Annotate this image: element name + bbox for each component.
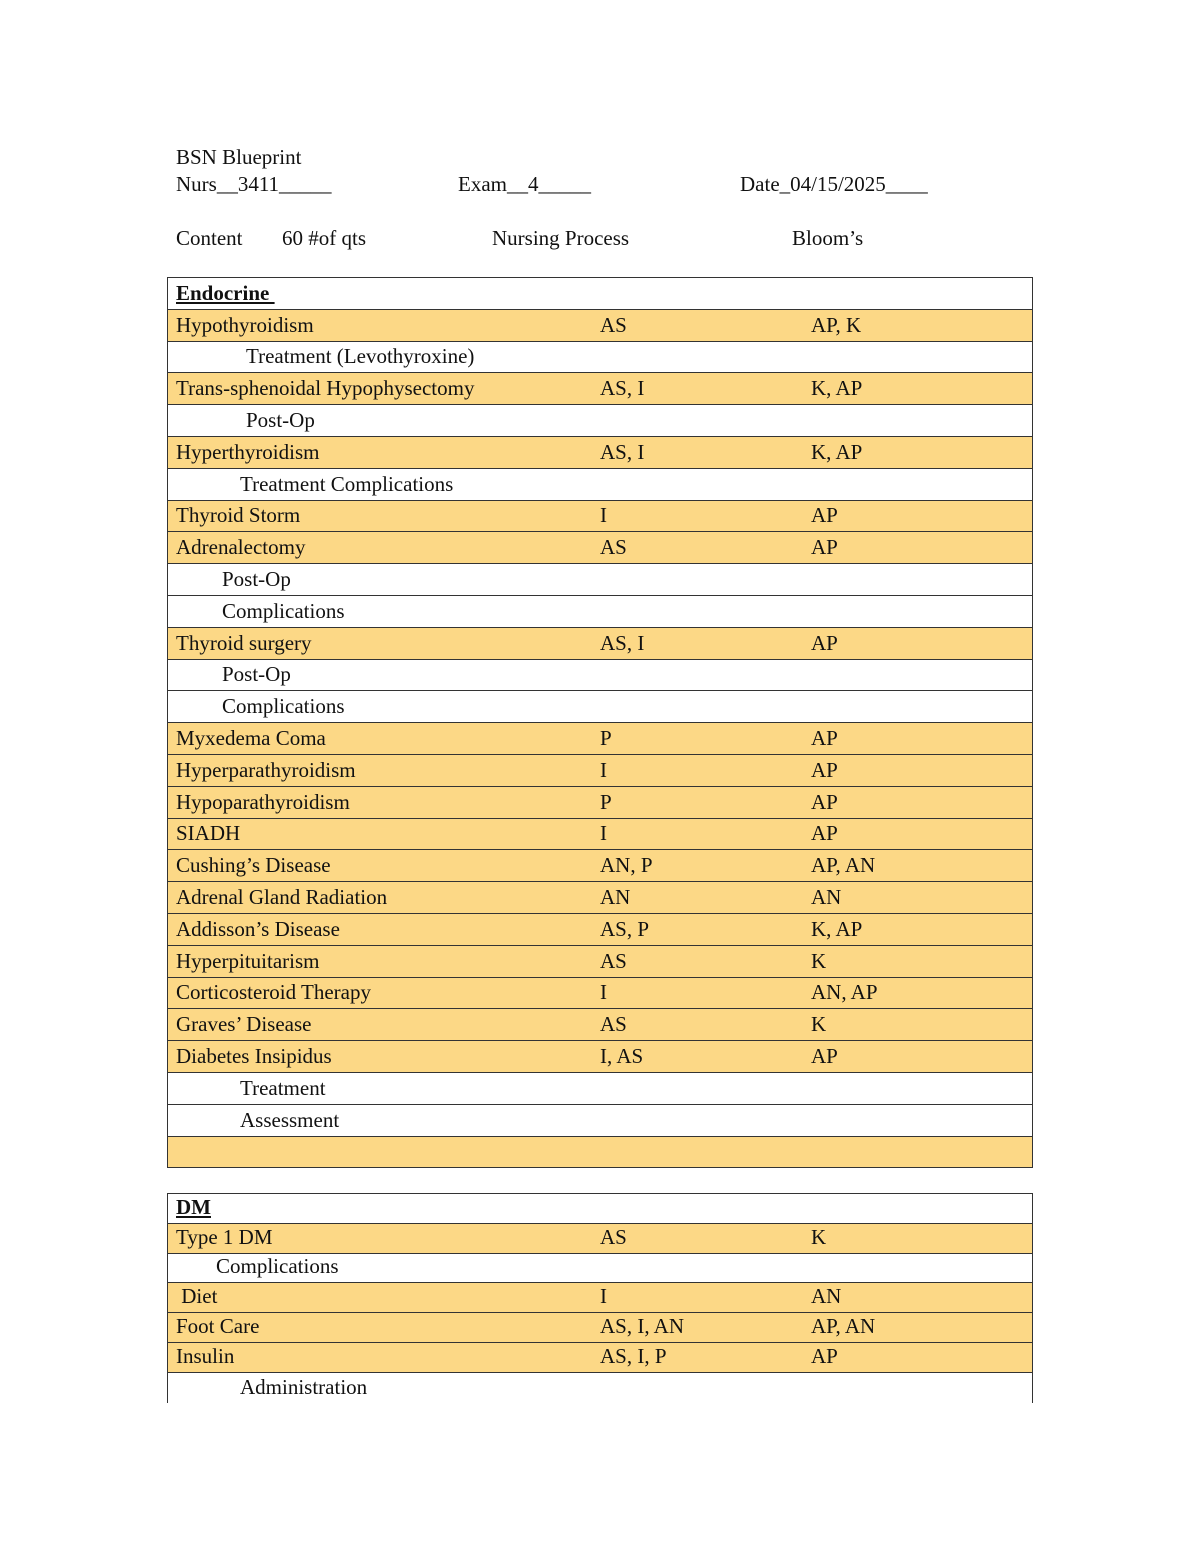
column-heading-content: Content bbox=[176, 226, 243, 250]
topic-cell: Hyperparathyroidism bbox=[176, 757, 356, 782]
blooms-cell: AN, AP bbox=[811, 980, 878, 1005]
table-row bbox=[168, 1283, 1032, 1313]
nursing-process-cell: I bbox=[600, 980, 607, 1005]
topic-cell: Administration bbox=[240, 1374, 368, 1399]
table-row bbox=[168, 437, 1032, 469]
topic-cell: Trans-sphenoidal Hypophysectomy bbox=[176, 376, 475, 401]
blooms-cell: AP bbox=[811, 1343, 838, 1368]
table-row bbox=[168, 1313, 1032, 1343]
blooms-cell: K bbox=[811, 1012, 827, 1037]
table-subrow bbox=[168, 469, 1032, 501]
blooms-cell: AP bbox=[811, 821, 838, 846]
table-subrow bbox=[168, 1373, 1032, 1403]
topic-cell: SIADH bbox=[176, 821, 241, 846]
nursing-process-cell: AS bbox=[600, 535, 627, 560]
blooms-cell: K bbox=[811, 948, 827, 973]
blooms-cell: AP bbox=[811, 725, 838, 750]
dm-table bbox=[167, 1193, 1033, 1403]
course-field: Nurs__3411_____ bbox=[176, 172, 332, 196]
nursing-process-cell: I bbox=[600, 821, 607, 846]
nursing-process-cell: AS bbox=[600, 948, 627, 973]
blooms-cell: AP bbox=[811, 503, 838, 528]
nursing-process-cell: I, AS bbox=[600, 1043, 644, 1068]
blooms-cell: K, AP bbox=[811, 916, 863, 941]
topic-cell: Complications bbox=[222, 694, 345, 719]
document-title: BSN Blueprint bbox=[176, 145, 302, 169]
nursing-process-cell: AS bbox=[600, 1012, 627, 1037]
topic-cell: Diabetes Insipidus bbox=[176, 1043, 332, 1068]
topic-cell: Hyperthyroidism bbox=[176, 439, 320, 464]
table-row bbox=[168, 978, 1032, 1010]
nursing-process-cell: AS, P bbox=[600, 916, 650, 941]
topic-cell: Thyroid surgery bbox=[176, 630, 312, 655]
column-heading-blooms: Bloom’s bbox=[792, 226, 864, 250]
topic-cell: Addisson’s Disease bbox=[176, 916, 340, 941]
topic-cell: Treatment Complications bbox=[240, 471, 454, 496]
nursing-process-cell: AS, I bbox=[600, 630, 645, 655]
topic-cell: Treatment (Levothyroxine) bbox=[246, 344, 475, 369]
topic-cell: Post-Op bbox=[222, 662, 291, 687]
blooms-cell: AP bbox=[811, 535, 838, 560]
table-row bbox=[168, 882, 1032, 914]
topic-cell: Post-Op bbox=[222, 566, 291, 591]
table-row bbox=[168, 819, 1032, 851]
topic-cell: Insulin bbox=[176, 1343, 235, 1368]
table-row bbox=[168, 628, 1032, 660]
table-subrow bbox=[168, 691, 1032, 723]
nursing-process-cell: AN, P bbox=[600, 853, 653, 878]
section-heading-row bbox=[168, 1194, 1032, 1224]
blooms-cell: AP bbox=[811, 789, 838, 814]
table-subrow bbox=[168, 405, 1032, 437]
table-row bbox=[168, 1224, 1032, 1254]
section-heading: Endocrine bbox=[176, 280, 275, 305]
table-subrow bbox=[168, 1105, 1032, 1137]
nursing-process-cell: I bbox=[600, 503, 607, 528]
table-row bbox=[168, 723, 1032, 755]
blooms-cell: AP bbox=[811, 757, 838, 782]
table-subrow bbox=[168, 1073, 1032, 1105]
table-row bbox=[168, 1343, 1032, 1373]
nursing-process-cell: P bbox=[600, 725, 612, 750]
nursing-process-cell: I bbox=[600, 757, 607, 782]
table-row bbox=[168, 914, 1032, 946]
topic-cell: Cushing’s Disease bbox=[176, 853, 331, 878]
blooms-cell: AP, AN bbox=[811, 1313, 876, 1338]
topic-cell: Graves’ Disease bbox=[176, 1012, 312, 1037]
topic-cell: Treatment bbox=[240, 1075, 326, 1100]
topic-cell: Post-Op bbox=[246, 407, 315, 432]
topic-cell: Assessment bbox=[240, 1107, 340, 1132]
section-heading: DM bbox=[176, 1194, 211, 1219]
nursing-process-cell: P bbox=[600, 789, 612, 814]
nursing-process-cell: AS bbox=[600, 312, 627, 337]
table-subrow bbox=[168, 342, 1032, 374]
topic-cell: Diet bbox=[176, 1284, 218, 1309]
table-subrow bbox=[168, 1254, 1032, 1284]
table-row bbox=[168, 1137, 1032, 1169]
blooms-cell: AP, K bbox=[811, 312, 862, 337]
nursing-process-cell: AS, I, P bbox=[600, 1343, 667, 1368]
table-row bbox=[168, 1009, 1032, 1041]
blooms-cell: AN bbox=[811, 884, 842, 909]
table-row bbox=[168, 1041, 1032, 1073]
table-row bbox=[168, 850, 1032, 882]
topic-cell: Hyperpituitarism bbox=[176, 948, 320, 973]
blooms-cell: AP bbox=[811, 1043, 838, 1068]
nursing-process-cell: I bbox=[600, 1284, 607, 1309]
topic-cell: Adrenal Gland Radiation bbox=[176, 884, 388, 909]
nursing-process-cell: AS bbox=[600, 1224, 627, 1249]
blooms-cell: AN bbox=[811, 1284, 842, 1309]
table-row bbox=[168, 787, 1032, 819]
table-row bbox=[168, 532, 1032, 564]
table-row bbox=[168, 373, 1032, 405]
blooms-cell: K, AP bbox=[811, 376, 863, 401]
blooms-cell: K, AP bbox=[811, 439, 863, 464]
topic-cell: Complications bbox=[216, 1254, 339, 1279]
blooms-cell: AP, AN bbox=[811, 853, 876, 878]
column-heading-nursing-process: Nursing Process bbox=[492, 226, 630, 250]
topic-cell: Foot Care bbox=[176, 1313, 260, 1338]
topic-cell: Corticosteroid Therapy bbox=[176, 980, 371, 1005]
nursing-process-cell: AS, I bbox=[600, 376, 645, 401]
topic-cell: Hypoparathyroidism bbox=[176, 789, 350, 814]
topic-cell: Myxedema Coma bbox=[176, 725, 326, 750]
table-row bbox=[168, 946, 1032, 978]
blooms-cell: AP bbox=[811, 630, 838, 655]
nursing-process-cell: AS, I bbox=[600, 439, 645, 464]
nursing-process-cell: AS, I, AN bbox=[600, 1313, 685, 1338]
topic-cell: Adrenalectomy bbox=[176, 535, 306, 560]
column-heading-question-count: 60 #of qts bbox=[282, 226, 366, 250]
nursing-process-cell: AN bbox=[600, 884, 631, 909]
topic-cell: Thyroid Storm bbox=[176, 503, 301, 528]
topic-cell: Type 1 DM bbox=[176, 1224, 273, 1249]
blooms-cell: K bbox=[811, 1224, 827, 1249]
topic-cell: Complications bbox=[222, 598, 345, 623]
table-subrow bbox=[168, 660, 1032, 692]
section-heading-row bbox=[168, 278, 1032, 310]
table-subrow bbox=[168, 596, 1032, 628]
exam-field: Exam__4_____ bbox=[458, 172, 591, 196]
table-row bbox=[168, 755, 1032, 787]
table-row bbox=[168, 501, 1032, 533]
topic-cell: Hypothyroidism bbox=[176, 312, 314, 337]
table-row bbox=[168, 310, 1032, 342]
table-subrow bbox=[168, 564, 1032, 596]
date-field: Date_04/15/2025____ bbox=[740, 172, 928, 196]
endocrine-table bbox=[167, 277, 1033, 1168]
